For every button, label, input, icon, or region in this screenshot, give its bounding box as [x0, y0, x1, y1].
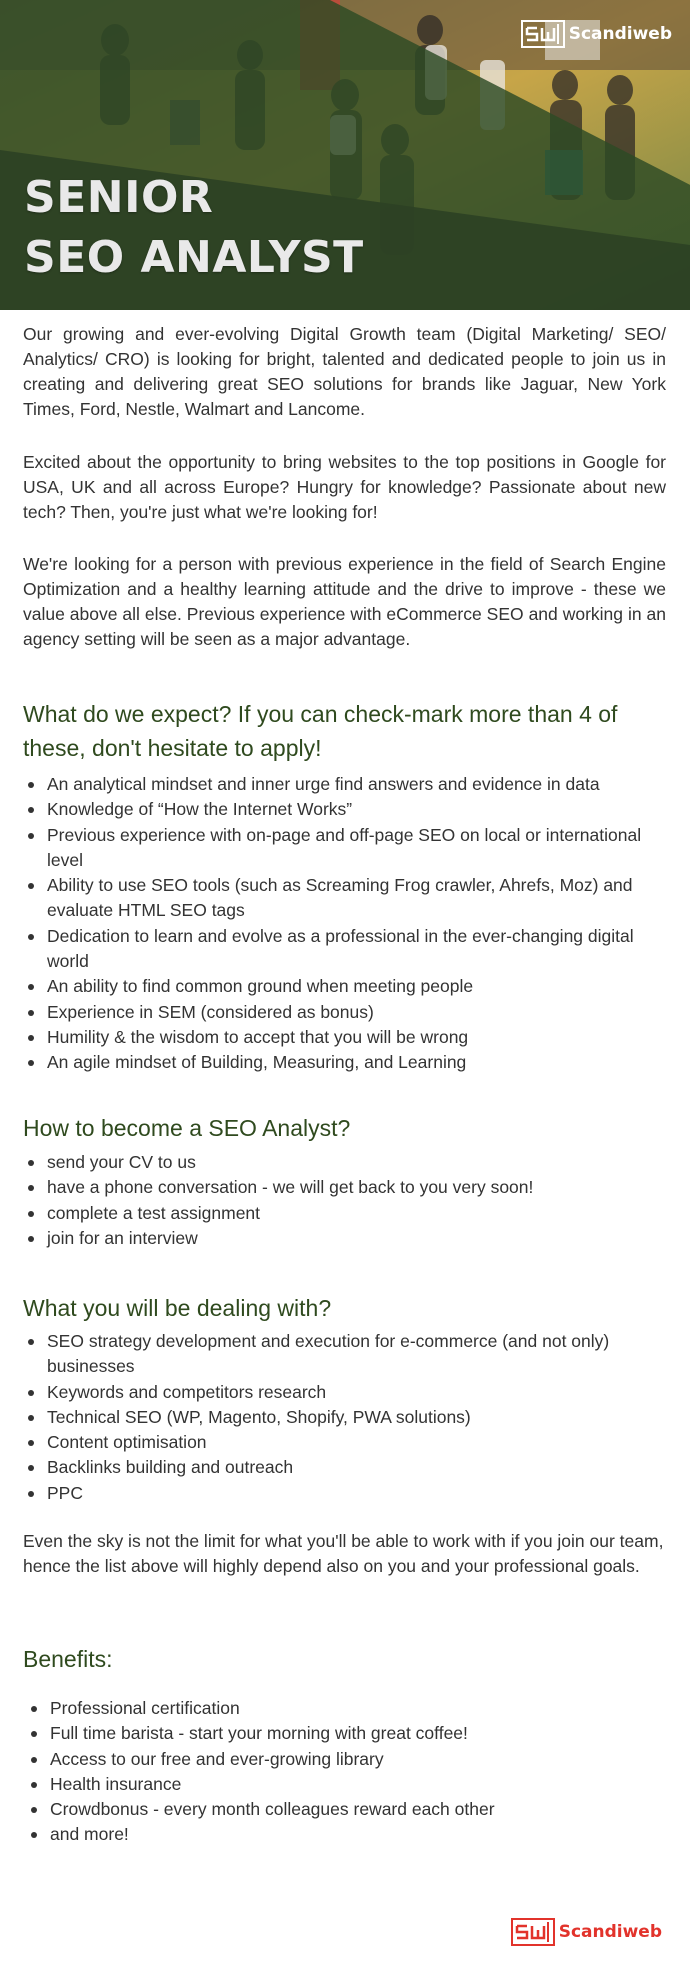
list-item: Ability to use SEO tools (such as Screaming Frog crawler, Ahrefs, Moz) and evaluate HTML SEO tags	[23, 873, 666, 924]
list-item: An agile mindset of Building, Measuring, and Learning	[23, 1050, 666, 1075]
list-item: SEO strategy development and execution for e-commerce (and not only) businesses	[23, 1329, 666, 1380]
list-item: send your CV to us	[23, 1150, 666, 1175]
title-line-1: SENIOR	[24, 172, 214, 223]
list-item: and more!	[23, 1822, 666, 1847]
brand-name: Scandiweb	[568, 24, 672, 44]
list-item: Keywords and competitors research	[23, 1380, 666, 1405]
list-item: Content optimisation	[23, 1430, 666, 1455]
list-item: join for an interview	[23, 1226, 666, 1251]
page-title	[24, 168, 364, 288]
dealing-list	[23, 1329, 666, 1506]
benefits-list	[23, 1696, 666, 1848]
list-item: have a phone conversation - we will get back to you very soon!	[23, 1175, 666, 1200]
list-item: An analytical mindset and inner urge find answers and evidence in data	[23, 772, 666, 797]
list-item: Humility & the wisdom to accept that you will be wrong	[23, 1025, 666, 1050]
expect-list	[23, 772, 666, 1076]
scandiweb-logo-mark-icon	[521, 20, 565, 48]
hero-banner	[0, 0, 690, 310]
list-item: An ability to find common ground when meeting people	[23, 974, 666, 999]
scandiweb-logo-mark-icon	[511, 1918, 555, 1946]
scandiweb-logo[interactable]	[521, 20, 672, 48]
list-item: Backlinks building and outreach	[23, 1455, 666, 1480]
dealing-closing-paragraph: Even the sky is not the limit for what you'll be able to work with if you join our team, hence the list above will highly depend also on you and your professional goals.	[23, 1531, 664, 1576]
list-item: Full time barista - start your morning with great coffee!	[23, 1721, 666, 1746]
expect-heading: What do we expect? If you can check-mark more than 4 of these, don't hesitate to apply!	[23, 701, 618, 761]
benefits-heading: Benefits:	[23, 1646, 113, 1672]
title-line-2: SEO ANALYST	[24, 232, 364, 283]
list-item: complete a test assignment	[23, 1201, 666, 1226]
list-item: Dedication to learn and evolve as a professional in the ever-changing digital world	[23, 924, 666, 975]
list-item: Previous experience with on-page and off-page SEO on local or international level	[23, 823, 666, 874]
intro-paragraph-2: Excited about the opportunity to bring websites to the top positions in Google for USA, UK and all across Europe? Hungry for knowledge? Passionate about new tech? Then, you're just what we're looking for!	[23, 452, 666, 522]
list-item: Crowdbonus - every month colleagues reward each other	[23, 1797, 666, 1822]
dealing-heading: What you will be dealing with?	[23, 1295, 332, 1321]
become-list	[23, 1150, 666, 1251]
intro-paragraph-1: Our growing and ever-evolving Digital Growth team (Digital Marketing/ SEO/ Analytics/ CRO) is looking for bright, talented and dedicated people to join us in creating and delivering great SEO solutions for brands like Jaguar, New York Times, Ford, Nestle, Walmart and Lancome.	[23, 324, 666, 419]
become-heading: How to become a SEO Analyst?	[23, 1115, 351, 1141]
list-item: Access to our free and ever-growing library	[23, 1747, 666, 1772]
footer-scandiweb-logo[interactable]	[511, 1918, 662, 1946]
footer-brand-name: Scandiweb	[558, 1922, 662, 1942]
list-item: Health insurance	[23, 1772, 666, 1797]
intro-paragraph-3: We're looking for a person with previous experience in the field of Search Engine Optimization and a healthy learning attitude and the drive to improve - these we value above all else. Previous experience with eCommerce SEO and working in an agency setting will be seen as a major advantage.	[23, 554, 666, 649]
list-item: Knowledge of “How the Internet Works”	[23, 797, 666, 822]
list-item: Technical SEO (WP, Magento, Shopify, PWA solutions)	[23, 1405, 666, 1430]
list-item: PPC	[23, 1481, 666, 1506]
list-item: Professional certification	[23, 1696, 666, 1721]
list-item: Experience in SEM (considered as bonus)	[23, 1000, 666, 1025]
